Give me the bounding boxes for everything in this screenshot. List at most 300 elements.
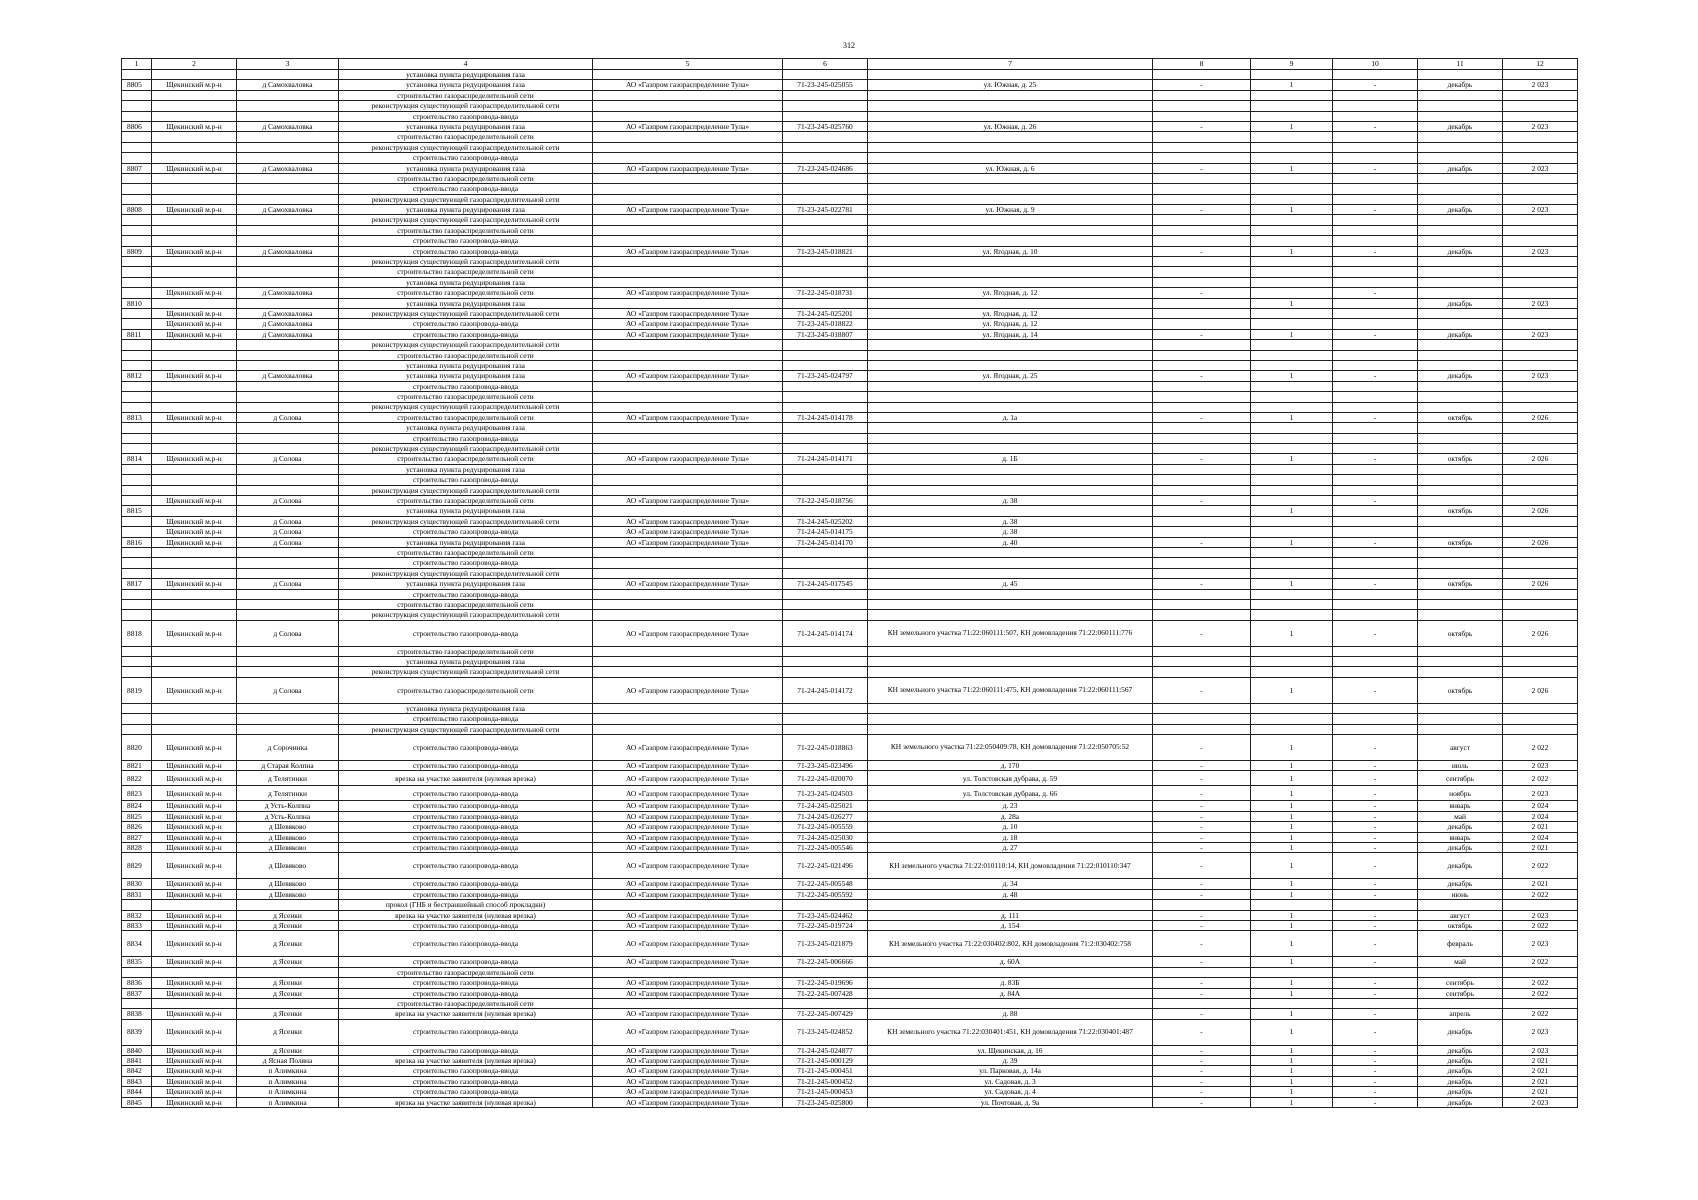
application-number-cell: 71-24-245-025202 (783, 516, 868, 526)
application-number-cell (783, 703, 868, 713)
application-number-cell: 71-23-245-022781 (783, 205, 868, 215)
organization-cell (593, 444, 783, 454)
cell-8-cell: - (1153, 288, 1251, 298)
district-cell: Щекинский м.р-н (152, 163, 237, 173)
cell-9-cell: 1 (1251, 1009, 1333, 1019)
cell-8-cell (1153, 194, 1251, 204)
settlement-cell: п Алимкина (237, 1087, 339, 1097)
cell-8-cell (1153, 599, 1251, 609)
address-cell: д. 48 (868, 889, 1153, 899)
application-number-cell (783, 558, 868, 568)
table-row (122, 225, 1578, 235)
cell-10-cell (1333, 547, 1418, 557)
table-row (122, 454, 1578, 464)
cell-9-cell: 1 (1251, 677, 1333, 703)
cell-9-cell (1251, 215, 1333, 225)
application-number-cell: 71-21-245-000129 (783, 1056, 868, 1066)
district-cell: Щекинский м.р-н (152, 1056, 237, 1066)
row-number-cell (122, 308, 152, 318)
cell-10-cell (1333, 646, 1418, 656)
cell-9-cell (1251, 558, 1333, 568)
cell-10-cell: - (1333, 761, 1418, 771)
settlement-cell (237, 101, 339, 111)
work-type-cell: установка пункта редуцирования газа (339, 70, 593, 80)
year-cell (1503, 998, 1578, 1008)
district-cell (152, 402, 237, 412)
cell-9-cell: 1 (1251, 771, 1333, 786)
table-row (122, 111, 1578, 121)
organization-cell (593, 173, 783, 183)
settlement-cell (237, 225, 339, 235)
month-cell: октябрь (1418, 677, 1503, 703)
settlement-cell (237, 142, 339, 152)
month-cell (1418, 967, 1503, 977)
address-cell (868, 194, 1153, 204)
address-cell (868, 142, 1153, 152)
address-cell: д. 45 (868, 579, 1153, 589)
month-cell: октябрь (1418, 454, 1503, 464)
address-cell: д. 23 (868, 801, 1153, 811)
row-number-cell: 8811 (122, 329, 152, 339)
address-cell (868, 599, 1153, 609)
cell-10-cell: - (1333, 677, 1418, 703)
header-cell-4: 4 (339, 59, 593, 70)
table-row (122, 657, 1578, 667)
organization-cell (593, 558, 783, 568)
work-type-cell: строительство газопровода-ввода (339, 319, 593, 329)
address-cell: КН земельного участка 71:22:030401:451, КН домовладения 71:22:030401:487 (868, 1019, 1153, 1045)
address-cell: д. 18 (868, 832, 1153, 842)
application-number-cell (783, 173, 868, 183)
application-number-cell (783, 967, 868, 977)
work-type-cell: установка пункта редуцирования газа (339, 80, 593, 90)
address-cell: д. 34 (868, 879, 1153, 889)
cell-10-cell (1333, 599, 1418, 609)
settlement-cell: д Самохваловка (237, 319, 339, 329)
address-cell: КН земельного участка 71:22:050409:78, КН домовладения 71:22:050705:52 (868, 735, 1153, 761)
month-cell: декабрь (1418, 205, 1503, 215)
application-number-cell: 71-23-245-025800 (783, 1097, 868, 1107)
organization-cell: АО «Газпром газораспределение Тула» (593, 412, 783, 422)
settlement-cell: п Алимкина (237, 1066, 339, 1076)
organization-cell (593, 111, 783, 121)
row-number-cell (122, 568, 152, 578)
cell-9-cell (1251, 703, 1333, 713)
work-type-cell: строительство газораспределительной сети (339, 173, 593, 183)
work-type-cell: реконструкция существующей газораспределительной сети (339, 667, 593, 677)
organization-cell: АО «Газпром газораспределение Тула» (593, 1066, 783, 1076)
district-cell: Щекинский м.р-н (152, 516, 237, 526)
district-cell (152, 142, 237, 152)
application-number-cell: 71-23-245-021879 (783, 931, 868, 957)
address-cell (868, 236, 1153, 246)
month-cell: январь (1418, 801, 1503, 811)
work-type-cell: строительство газопровода-ввода (339, 381, 593, 391)
settlement-cell (237, 589, 339, 599)
application-number-cell (783, 90, 868, 100)
cell-8-cell (1153, 589, 1251, 599)
application-number-cell: 71-23-245-024462 (783, 910, 868, 920)
cell-9-cell (1251, 589, 1333, 599)
organization-cell (593, 475, 783, 485)
row-number-cell: 8827 (122, 832, 152, 842)
settlement-cell: д Старая Колпна (237, 761, 339, 771)
cell-10-cell: - (1333, 879, 1418, 889)
table-row (122, 853, 1578, 879)
row-number-cell (122, 714, 152, 724)
organization-cell (593, 277, 783, 287)
district-cell: Щекинский м.р-н (152, 319, 237, 329)
cell-10-cell: - (1333, 957, 1418, 967)
settlement-cell: д Шевяково (237, 889, 339, 899)
table-row (122, 620, 1578, 646)
cell-9-cell (1251, 998, 1333, 1008)
header-cell-3: 3 (237, 59, 339, 70)
settlement-cell (237, 90, 339, 100)
cell-8-cell: - (1153, 879, 1251, 889)
cell-10-cell (1333, 153, 1418, 163)
work-type-cell: строительство газопровода-ввода (339, 1076, 593, 1086)
cell-9-cell: 1 (1251, 1056, 1333, 1066)
year-cell: 2 022 (1503, 889, 1578, 899)
row-number-cell (122, 900, 152, 910)
year-cell: 2 021 (1503, 843, 1578, 853)
row-number-cell (122, 184, 152, 194)
settlement-cell (237, 257, 339, 267)
table-row (122, 423, 1578, 433)
settlement-cell: д Солова (237, 412, 339, 422)
work-type-cell: строительство газопровода-ввода (339, 811, 593, 821)
district-cell (152, 173, 237, 183)
district-cell (152, 277, 237, 287)
cell-10-cell: - (1333, 1066, 1418, 1076)
cell-9-cell: 1 (1251, 121, 1333, 131)
month-cell (1418, 101, 1503, 111)
organization-cell (593, 267, 783, 277)
year-cell (1503, 558, 1578, 568)
cell-10-cell: - (1333, 786, 1418, 801)
work-type-cell: установка пункта редуцирования газа (339, 205, 593, 215)
cell-10-cell (1333, 225, 1418, 235)
cell-10-cell: - (1333, 454, 1418, 464)
year-cell: 2 022 (1503, 853, 1578, 879)
table-row (122, 547, 1578, 557)
cell-8-cell: - (1153, 454, 1251, 464)
work-type-cell: реконструкция существующей газораспределительной сети (339, 516, 593, 526)
work-type-cell: реконструкция существующей газораспределительной сети (339, 340, 593, 350)
month-cell: декабрь (1418, 1056, 1503, 1066)
application-number-cell: 71-22-245-018731 (783, 288, 868, 298)
cell-8-cell: - (1153, 843, 1251, 853)
settlement-cell (237, 381, 339, 391)
month-cell (1418, 900, 1503, 910)
month-cell: июль (1418, 761, 1503, 771)
row-number-cell: 8826 (122, 822, 152, 832)
settlement-cell: п Алимкина (237, 1076, 339, 1086)
year-cell (1503, 132, 1578, 142)
work-type-cell: строительство газопровода-ввода (339, 843, 593, 853)
table-row (122, 485, 1578, 495)
cell-9-cell: 1 (1251, 920, 1333, 930)
organization-cell (593, 132, 783, 142)
work-type-cell: строительство газопровода-ввода (339, 714, 593, 724)
application-number-cell: 71-22-245-005546 (783, 843, 868, 853)
organization-cell (593, 547, 783, 557)
work-type-cell: реконструкция существующей газораспределительной сети (339, 215, 593, 225)
row-number-cell: 8825 (122, 811, 152, 821)
address-cell: КН земельного участка 71:22:060111:507, КН домовладения 71:22:060111:776 (868, 620, 1153, 646)
cell-10-cell (1333, 558, 1418, 568)
application-number-cell (783, 657, 868, 667)
cell-8-cell (1153, 558, 1251, 568)
cell-10-cell (1333, 132, 1418, 142)
cell-10-cell (1333, 392, 1418, 402)
row-number-cell: 8812 (122, 371, 152, 381)
year-cell: 2 026 (1503, 677, 1578, 703)
table-row (122, 329, 1578, 339)
address-cell (868, 360, 1153, 370)
settlement-cell: д Самохваловка (237, 246, 339, 256)
organization-cell (593, 599, 783, 609)
work-type-cell: врезка на участке заявителя (нулевая врезка) (339, 771, 593, 786)
work-type-cell: установка пункта редуцирования газа (339, 537, 593, 547)
month-cell (1418, 184, 1503, 194)
organization-cell (593, 657, 783, 667)
table-row (122, 444, 1578, 454)
work-type-cell: реконструкция существующей газораспределительной сети (339, 308, 593, 318)
cell-9-cell (1251, 464, 1333, 474)
cell-8-cell: - (1153, 853, 1251, 879)
cell-9-cell: 1 (1251, 910, 1333, 920)
settlement-cell: д Солова (237, 537, 339, 547)
table-row (122, 761, 1578, 771)
application-number-cell: 71-23-245-018807 (783, 329, 868, 339)
header-cell-2: 2 (152, 59, 237, 70)
cell-10-cell: - (1333, 163, 1418, 173)
cell-10-cell: - (1333, 412, 1418, 422)
application-number-cell (783, 506, 868, 516)
row-number-cell (122, 111, 152, 121)
table-row (122, 957, 1578, 967)
month-cell: декабрь (1418, 329, 1503, 339)
cell-8-cell (1153, 646, 1251, 656)
cell-9-cell: 1 (1251, 1019, 1333, 1045)
table-row (122, 988, 1578, 998)
application-number-cell: 71-24-245-014170 (783, 537, 868, 547)
application-number-cell: 71-24-245-014171 (783, 454, 868, 464)
application-number-cell: 71-24-245-026277 (783, 811, 868, 821)
cell-8-cell (1153, 215, 1251, 225)
district-cell (152, 153, 237, 163)
cell-9-cell: 1 (1251, 506, 1333, 516)
row-number-cell (122, 236, 152, 246)
district-cell: Щекинский м.р-н (152, 537, 237, 547)
table-row (122, 257, 1578, 267)
month-cell: апрель (1418, 1009, 1503, 1019)
year-cell: 2 023 (1503, 786, 1578, 801)
application-number-cell: 71-23-245-024797 (783, 371, 868, 381)
cell-9-cell: 1 (1251, 1087, 1333, 1097)
work-type-cell: установка пункта редуцирования газа (339, 506, 593, 516)
district-cell (152, 184, 237, 194)
organization-cell (593, 506, 783, 516)
address-cell (868, 132, 1153, 142)
organization-cell (593, 967, 783, 977)
cell-10-cell: - (1333, 988, 1418, 998)
application-number-cell (783, 277, 868, 287)
settlement-cell: д Солова (237, 527, 339, 537)
row-number-cell (122, 90, 152, 100)
work-type-cell: строительство газопровода-ввода (339, 246, 593, 256)
cell-9-cell (1251, 423, 1333, 433)
work-type-cell: строительство газопровода-ввода (339, 111, 593, 121)
year-cell (1503, 703, 1578, 713)
organization-cell (593, 142, 783, 152)
cell-8-cell (1153, 236, 1251, 246)
settlement-cell: д Ясенки (237, 910, 339, 920)
work-type-cell: строительство газораспределительной сети (339, 998, 593, 1008)
settlement-cell (237, 724, 339, 734)
row-number-cell (122, 277, 152, 287)
cell-9-cell: 1 (1251, 801, 1333, 811)
organization-cell: АО «Газпром газораспределение Тула» (593, 920, 783, 930)
work-type-cell: установка пункта редуцирования газа (339, 464, 593, 474)
organization-cell: АО «Газпром газораспределение Тула» (593, 1076, 783, 1086)
organization-cell (593, 298, 783, 308)
district-cell: Щекинский м.р-н (152, 978, 237, 988)
organization-cell: АО «Газпром газораспределение Тула» (593, 771, 783, 786)
district-cell (152, 433, 237, 443)
application-number-cell (783, 667, 868, 677)
address-cell (868, 90, 1153, 100)
cell-8-cell (1153, 340, 1251, 350)
work-type-cell: строительство газораспределительной сети (339, 90, 593, 100)
row-number-cell: 8818 (122, 620, 152, 646)
cell-9-cell (1251, 173, 1333, 183)
work-type-cell: строительство газопровода-ввода (339, 558, 593, 568)
district-cell (152, 70, 237, 80)
year-cell: 2 026 (1503, 537, 1578, 547)
cell-10-cell: - (1333, 579, 1418, 589)
year-cell (1503, 267, 1578, 277)
cell-8-cell (1153, 527, 1251, 537)
organization-cell: АО «Газпром газораспределение Тула» (593, 246, 783, 256)
application-number-cell (783, 599, 868, 609)
district-cell: Щекинский м.р-н (152, 579, 237, 589)
cell-8-cell (1153, 998, 1251, 1008)
cell-10-cell: - (1333, 537, 1418, 547)
application-number-cell (783, 402, 868, 412)
cell-10-cell (1333, 298, 1418, 308)
settlement-cell (237, 132, 339, 142)
cell-9-cell: 1 (1251, 957, 1333, 967)
organization-cell (593, 236, 783, 246)
settlement-cell: п Алимкина (237, 1097, 339, 1107)
cell-9-cell: 1 (1251, 412, 1333, 422)
row-number-cell (122, 423, 152, 433)
district-cell (152, 257, 237, 267)
table-row (122, 1056, 1578, 1066)
month-cell: декабрь (1418, 879, 1503, 889)
row-number-cell (122, 70, 152, 80)
work-type-cell: установка пункта редуцирования газа (339, 121, 593, 131)
cell-9-cell (1251, 277, 1333, 287)
month-cell (1418, 236, 1503, 246)
application-number-cell (783, 340, 868, 350)
district-cell (152, 215, 237, 225)
row-number-cell: 8810 (122, 298, 152, 308)
district-cell: Щекинский м.р-н (152, 801, 237, 811)
cell-9-cell (1251, 308, 1333, 318)
table-row (122, 340, 1578, 350)
settlement-cell: д Самохваловка (237, 288, 339, 298)
year-cell: 2 024 (1503, 811, 1578, 821)
month-cell: октябрь (1418, 537, 1503, 547)
application-number-cell: 71-24-245-017545 (783, 579, 868, 589)
year-cell: 2 022 (1503, 920, 1578, 930)
address-cell: д. 28а (868, 811, 1153, 821)
cell-9-cell (1251, 714, 1333, 724)
year-cell: 2 021 (1503, 1076, 1578, 1086)
month-cell: декабрь (1418, 1076, 1503, 1086)
cell-8-cell: - (1153, 163, 1251, 173)
settlement-cell: д Усть-Колпна (237, 811, 339, 821)
district-cell (152, 194, 237, 204)
application-number-cell: 71-22-245-005592 (783, 889, 868, 899)
year-cell: 2 023 (1503, 163, 1578, 173)
header-cell-5: 5 (593, 59, 783, 70)
address-cell: КН земельного участка 71:22:060111:475, КН домовладения 71:22:060111:567 (868, 677, 1153, 703)
year-cell (1503, 599, 1578, 609)
table-row (122, 381, 1578, 391)
month-cell: ноябрь (1418, 786, 1503, 801)
cell-10-cell: - (1333, 843, 1418, 853)
address-cell: д. 27 (868, 843, 1153, 853)
row-number-cell: 8819 (122, 677, 152, 703)
organization-cell (593, 184, 783, 194)
application-number-cell: 71-22-245-005548 (783, 879, 868, 889)
address-cell (868, 667, 1153, 677)
address-cell (868, 900, 1153, 910)
work-type-cell: врезка на участке заявителя (нулевая врезка) (339, 1009, 593, 1019)
district-cell (152, 998, 237, 1008)
cell-10-cell: - (1333, 931, 1418, 957)
application-number-cell (783, 998, 868, 1008)
cell-10-cell: - (1333, 978, 1418, 988)
cell-8-cell: - (1153, 771, 1251, 786)
district-cell (152, 667, 237, 677)
application-number-cell (783, 111, 868, 121)
table-row (122, 786, 1578, 801)
month-cell: сентябрь (1418, 988, 1503, 998)
cell-10-cell: - (1333, 822, 1418, 832)
year-cell: 2 026 (1503, 412, 1578, 422)
address-cell: КН земельного участка 71:22:010110:14, КН домовладения 71:22:010110:347 (868, 853, 1153, 879)
cell-10-cell (1333, 998, 1418, 1008)
district-cell (152, 657, 237, 667)
table-row (122, 599, 1578, 609)
cell-8-cell (1153, 667, 1251, 677)
row-number-cell: 8831 (122, 889, 152, 899)
year-cell (1503, 900, 1578, 910)
table-row (122, 558, 1578, 568)
cell-10-cell (1333, 90, 1418, 100)
application-number-cell (783, 298, 868, 308)
cell-8-cell (1153, 967, 1251, 977)
cell-10-cell (1333, 194, 1418, 204)
address-cell (868, 184, 1153, 194)
cell-10-cell (1333, 475, 1418, 485)
